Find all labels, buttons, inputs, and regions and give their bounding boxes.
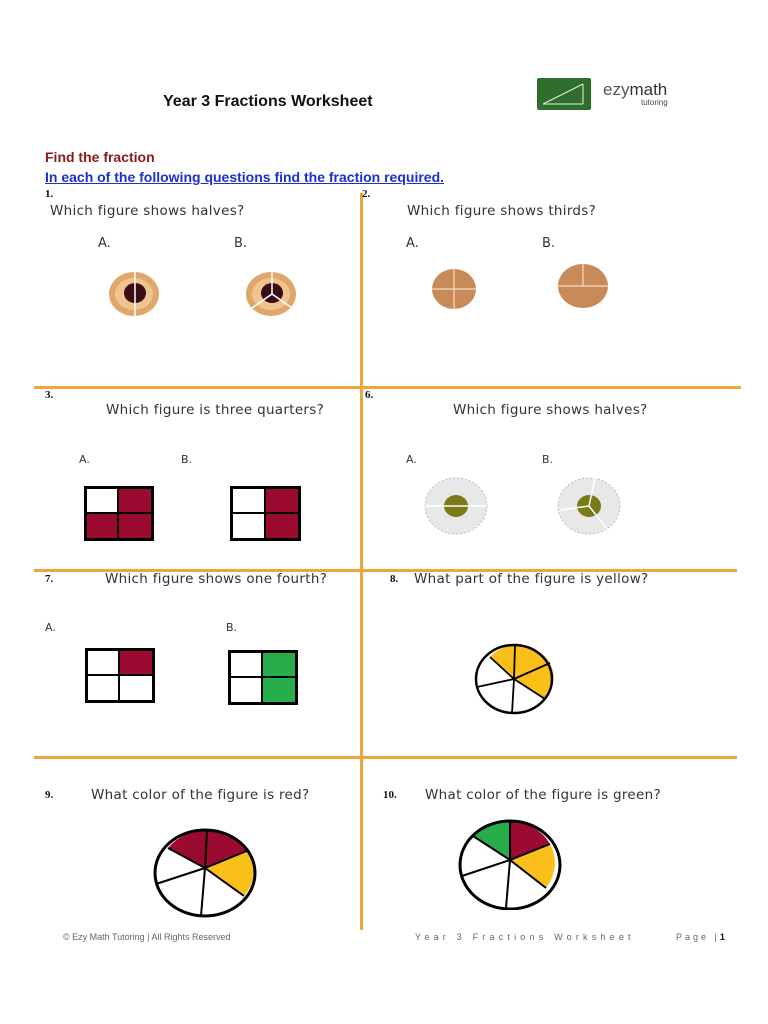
question-number: 7. [45,573,54,585]
grid-two-fourths-green-figure[interactable] [228,650,298,705]
footer-page-number: Page |1 [676,932,728,942]
question-number: 1. [45,188,54,200]
footer-copyright: © Ezy Math Tutoring | All Rights Reserved [63,932,231,942]
pie-yellow-halves-figure[interactable] [474,643,554,715]
question-text: Which figure shows halves? [50,203,245,219]
biscuit-thirds-image[interactable] [557,263,609,309]
question-number: 2. [362,188,371,200]
daisy-halves-image[interactable] [424,477,488,535]
grid-divider-vertical [360,193,363,930]
cookie-halves-image[interactable] [108,270,160,318]
question-number: 9. [45,789,54,801]
ezy-math-logo [537,78,687,112]
option-a-label: A. [406,236,419,251]
grid-one-fourth-red-figure[interactable] [85,648,155,703]
grid-divider-row1 [34,386,741,389]
question-number: 3. [45,389,54,401]
cookie-thirds-image[interactable] [245,270,297,318]
option-b-label: B. [226,621,238,634]
instruction-text: In each of the following questions find the fraction required. [45,169,445,185]
footer-doc-title: Year 3 Fractions Worksheet [415,932,635,942]
pie-red-figure[interactable] [153,828,257,918]
logo-wordmark: ezymath [603,80,668,99]
question-text: Which figure shows halves? [453,402,648,418]
question-text: Which figure shows one fourth? [105,571,328,587]
grid-divider-row3 [34,756,737,759]
question-text: Which figure shows thirds? [407,203,597,219]
question-number: 8. [390,573,399,585]
option-b-label: B. [234,236,248,251]
grid-two-quarters-figure[interactable] [230,486,301,541]
option-a-label: A. [45,621,56,634]
logo-subtitle: tutoring [641,98,668,107]
section-heading: Find the fraction [45,149,155,165]
page-title: Year 3 Fractions Worksheet [163,93,373,110]
daisy-thirds-image[interactable] [557,477,621,535]
grid-three-quarters-figure[interactable] [84,486,154,541]
option-a-label: A. [79,453,90,466]
question-text: What color of the figure is green? [425,787,661,803]
question-text: What color of the figure is red? [91,787,310,803]
pie-green-figure[interactable] [458,818,562,910]
option-b-label: B. [542,453,554,466]
question-text: What part of the figure is yellow? [414,571,649,587]
option-a-label: A. [406,453,417,466]
option-a-label: A. [98,236,111,251]
chalkboard-triangle-icon [537,78,591,110]
option-b-label: B. [542,236,556,251]
question-number: 6. [365,389,374,401]
question-number: 10. [383,789,397,801]
question-text: Which figure is three quarters? [106,402,325,418]
option-b-label: B. [181,453,193,466]
biscuit-quarters-image[interactable] [431,268,477,310]
